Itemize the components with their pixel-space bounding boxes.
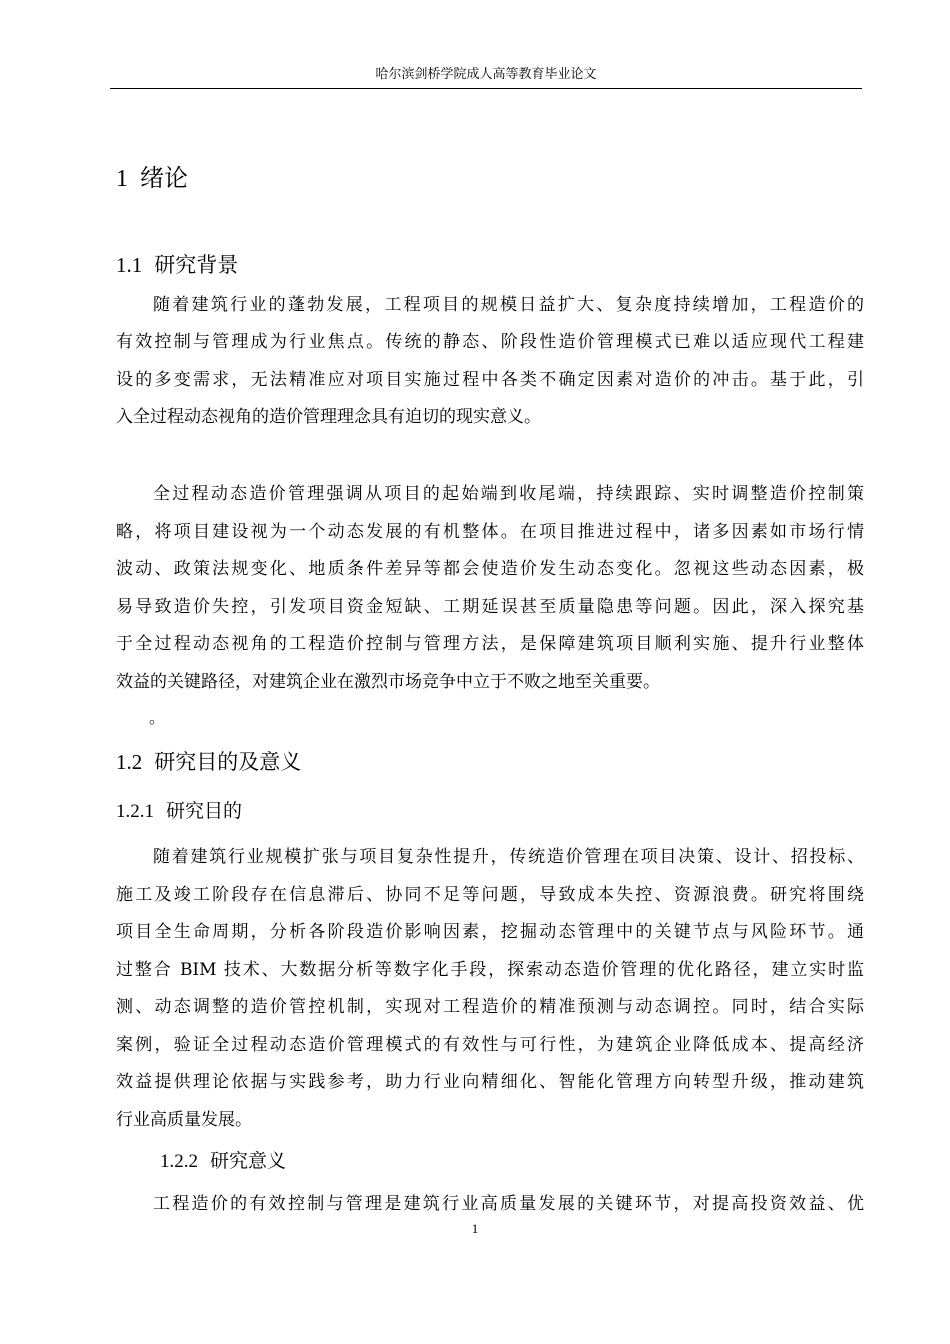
subsection-title: 研究意义 xyxy=(210,1150,287,1172)
paragraph-line: 随着建筑行业的蓬勃发展，工程项目的规模日益扩大、复杂度持续增加，工程造价的 xyxy=(153,295,864,315)
subsection-title: 研究目的 xyxy=(166,800,243,822)
section-heading-1-1 xyxy=(116,250,238,280)
subsection-heading-1-2-2 xyxy=(160,1147,286,1176)
section-heading-1-2 xyxy=(116,747,301,777)
paragraph-line: 入全过程动态视角的造价管理理念具有迫切的现实意义。 xyxy=(116,407,541,427)
paragraph-line: 工程造价的有效控制与管理是建筑行业高质量发展的关键环节，对提高投资效益、优 xyxy=(153,1194,864,1214)
paragraph-line: 行业高质量发展。 xyxy=(116,1110,252,1130)
section-number: 1.2 xyxy=(116,750,143,774)
paragraph-line: 案例，验证全过程动态造价管理模式的有效性与可行性，为建筑企业降低成本、提高经济 xyxy=(116,1035,864,1055)
paragraph-line: 随着建筑行业规模扩张与项目复杂性提升，传统造价管理在项目决策、设计、招投标、 xyxy=(153,847,864,867)
section-title: 研究背景 xyxy=(154,253,239,277)
running-header: 哈尔滨剑桥学院成人高等教育毕业论文 xyxy=(375,67,597,82)
paragraph-line: 过整合 BIM 技术、大数据分析等数字化手段，探索动态造价管理的优化路径，建立实时监 xyxy=(116,960,864,980)
stray-punctuation: 。 xyxy=(149,708,166,727)
paragraph-line: 项目全生命周期，分析各阶段造价影响因素，挖掘动态管理中的关键节点与风险环节。通 xyxy=(116,922,864,942)
subsection-number: 1.2.2 xyxy=(160,1151,198,1172)
paragraph-line: 易导致造价失控，引发项目资金短缺、工期延误甚至质量隐患等问题。因此，深入探究基 xyxy=(116,597,864,617)
header-rule xyxy=(110,88,862,89)
section-title: 研究目的及意义 xyxy=(154,750,302,774)
chapter-number: 1 xyxy=(116,166,128,192)
subsection-heading-1-2-1 xyxy=(116,797,242,826)
chapter-heading xyxy=(116,161,188,196)
paragraph-line: 施工及竣工阶段存在信息滞后、协同不足等问题，导致成本失控、资源浪费。研究将围绕 xyxy=(116,885,864,905)
paragraph-line: 效益的关键路径，对建筑企业在激烈市场竞争中立于不败之地至关重要。 xyxy=(116,672,660,692)
paragraph-line: 设的多变需求，无法精准应对项目实施过程中各类不确定因素对造价的冲击。基于此，引 xyxy=(116,370,864,390)
paragraph-line: 全过程动态造价管理强调从项目的起始端到收尾端，持续跟踪、实时调整造价控制策 xyxy=(153,484,864,504)
chapter-title: 绪论 xyxy=(140,164,188,192)
paragraph-line: 测、动态调整的造价管控机制，实现对工程造价的精准预测与动态调控。同时，结合实际 xyxy=(116,997,864,1017)
paragraph-line: 略，将项目建设视为一个动态发展的有机整体。在项目推进过程中，诸多因素如市场行情 xyxy=(116,522,864,542)
page-number: 1 xyxy=(471,1221,479,1236)
subsection-number: 1.2.1 xyxy=(116,801,154,822)
section-number: 1.1 xyxy=(116,253,143,277)
paragraph-line: 效益提供理论依据与实践参考，助力行业向精细化、智能化管理方向转型升级，推动建筑 xyxy=(116,1072,864,1092)
paragraph-line: 于全过程动态视角的工程造价控制与管理方法，是保障建筑项目顺利实施、提升行业整体 xyxy=(116,634,864,654)
paragraph-line: 有效控制与管理成为行业焦点。传统的静态、阶段性造价管理模式已难以适应现代工程建 xyxy=(116,332,864,352)
paragraph-line: 波动、政策法规变化、地质条件差异等都会使造价发生动态变化。忽视这些动态因素，极 xyxy=(116,559,864,579)
